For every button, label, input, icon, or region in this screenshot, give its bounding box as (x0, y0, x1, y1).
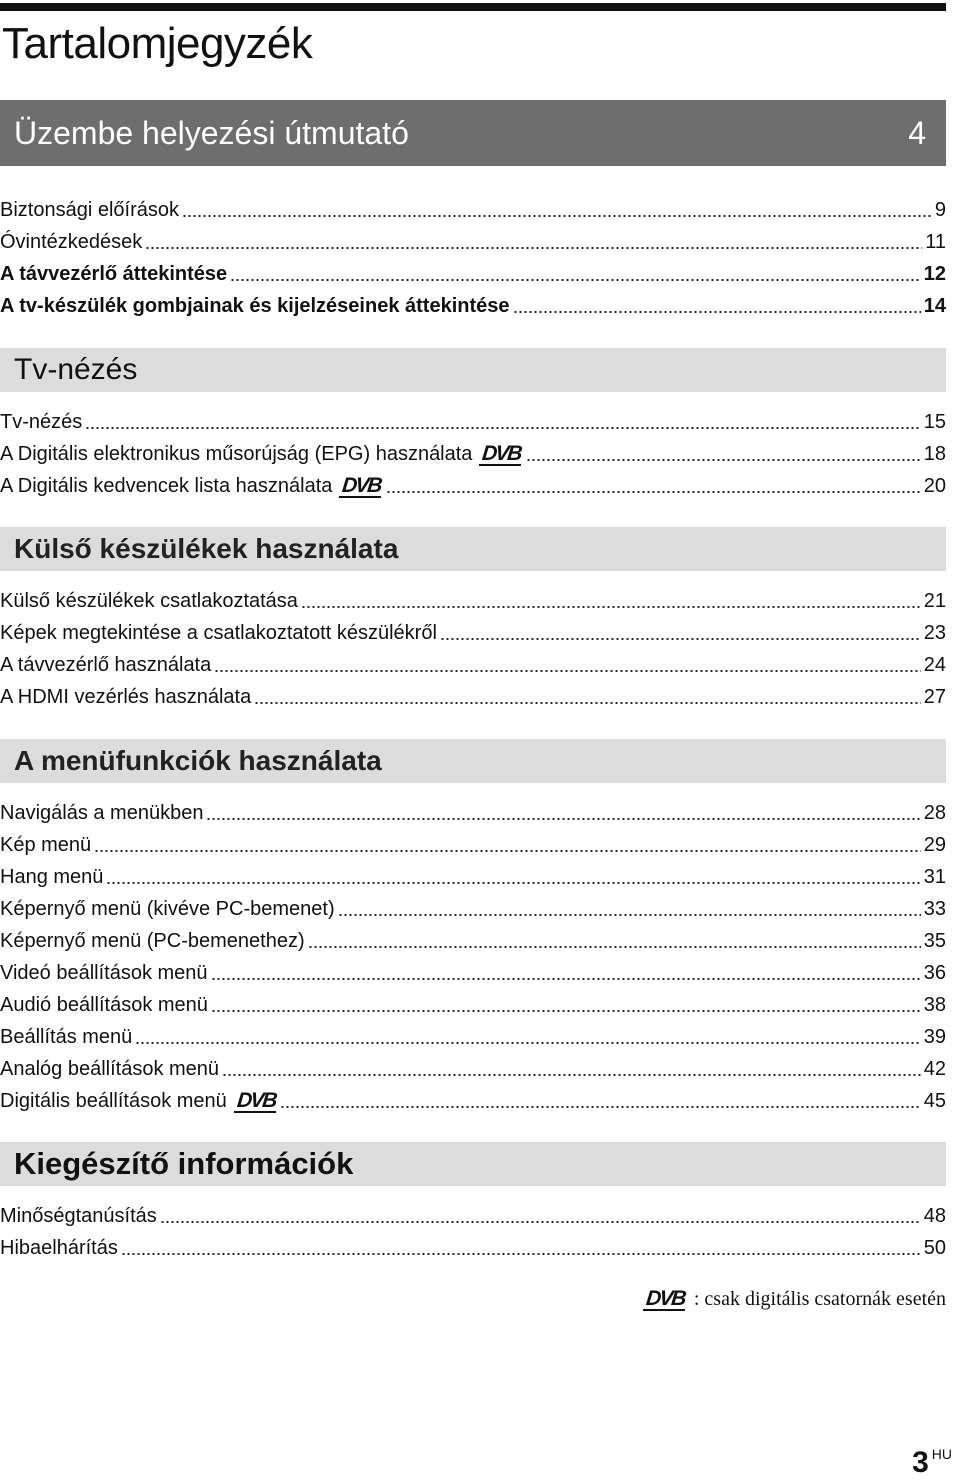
entry-label: Tv-nézés (0, 411, 83, 433)
dvb-logo-icon: DVB (234, 1091, 279, 1113)
section-page[interactable]: 4 (908, 114, 926, 151)
toc-entry-screen-pc[interactable] (0, 927, 946, 953)
leader-dots (338, 914, 921, 916)
leader-dots (214, 670, 921, 672)
toc-entry-navigate[interactable] (0, 799, 946, 825)
dvb-logo-icon: DVB (339, 476, 384, 498)
entry-page: 14 (923, 295, 946, 317)
entry-label: A távvezérlő használata (0, 654, 212, 676)
entry-label: Videó beállítások menü (0, 962, 208, 984)
entry-label: A tv-készülék gombjainak és kijelzéseinek áttekintése (0, 295, 510, 317)
entry-page: 15 (923, 411, 946, 433)
section-title: Tv-nézés (14, 353, 138, 386)
entry-page: 45 (923, 1090, 946, 1112)
leader-dots (106, 882, 920, 884)
toc-entry-screen[interactable] (0, 895, 946, 921)
toc-entry-digital[interactable] (0, 1087, 946, 1113)
entry-label: Képek megtekintése a csatlakoztatott készülékről (0, 622, 437, 644)
toc-entry-troubleshoot[interactable] (0, 1234, 946, 1260)
leader-dots (254, 702, 921, 704)
section-title: Üzembe helyezési útmutató (14, 114, 409, 151)
entry-page: 35 (923, 930, 946, 952)
toc-entry-tv-watching[interactable] (0, 408, 946, 434)
entry-label: Analóg beállítások menü (0, 1058, 220, 1080)
leader-dots (211, 1010, 921, 1012)
toc-entry-remote-use[interactable] (0, 651, 946, 677)
leader-dots (145, 247, 922, 249)
section-header-setup (0, 100, 946, 166)
leader-dots (222, 1074, 921, 1076)
toc-entry-connect[interactable] (0, 587, 946, 613)
toc-entry-safety[interactable] (0, 196, 946, 222)
entry-page: 42 (923, 1058, 946, 1080)
entry-page: 39 (923, 1026, 946, 1048)
leader-dots (94, 850, 921, 852)
leader-dots (308, 946, 921, 948)
entry-page: 31 (923, 866, 946, 888)
leader-dots (160, 1221, 921, 1223)
entry-label: A Digitális elektronikus műsorújság (EPG) használata (0, 443, 473, 465)
entry-label: A HDMI vezérlés használata (0, 686, 252, 708)
toc-entry-favourites[interactable] (0, 472, 946, 498)
entry-page: 36 (923, 962, 946, 984)
toc-entry-sound[interactable] (0, 863, 946, 889)
dvb-logo-icon: DVB (479, 444, 524, 466)
entry-page: 50 (923, 1237, 946, 1259)
leader-dots (85, 427, 921, 429)
entry-page: 27 (923, 686, 946, 708)
entry-page: 28 (923, 802, 946, 824)
entry-page: 9 (934, 199, 946, 221)
leader-dots (513, 311, 921, 313)
toc-entry-audio-settings[interactable] (0, 991, 946, 1017)
leader-dots (182, 215, 932, 217)
leader-dots (211, 978, 921, 980)
entry-label: A távvezérlő áttekintése (0, 263, 228, 285)
toc-entry-quality[interactable] (0, 1202, 946, 1228)
section-header-external (0, 527, 946, 571)
entry-label: Minőségtanúsítás (0, 1205, 157, 1227)
toc-entry-analog[interactable] (0, 1055, 946, 1081)
entry-label: Digitális beállítások menü (0, 1090, 227, 1112)
entry-page: 29 (923, 834, 946, 856)
entry-page: 11 (925, 231, 946, 253)
page-number (912, 1446, 952, 1480)
toc-entry-view-connected[interactable] (0, 619, 946, 645)
section-header-extra (0, 1142, 946, 1186)
page-number-value: 3 (912, 1446, 929, 1479)
toc-entry-hdmi[interactable] (0, 683, 946, 709)
entry-page: 48 (923, 1205, 946, 1227)
leader-dots (206, 818, 920, 820)
dvb-logo-icon: DVB (642, 1289, 687, 1311)
language-code: HU (931, 1446, 952, 1462)
entry-page: 21 (923, 590, 946, 612)
leader-dots (440, 638, 921, 640)
toc-entry-buttons-overview[interactable] (0, 292, 946, 318)
entry-label: Navigálás a menükben (0, 802, 204, 824)
legend-text: : csak digitális csatornák esetén (693, 1288, 946, 1310)
entry-label: Hibaelhárítás (0, 1237, 118, 1259)
entry-label: Biztonsági előírások (0, 199, 179, 221)
section-header-tv (0, 348, 946, 392)
page-title: Tartalomjegyzék (2, 19, 313, 68)
leader-dots (301, 606, 921, 608)
leader-dots (121, 1253, 921, 1255)
entry-label: Audió beállítások menü (0, 994, 208, 1016)
entry-page: 20 (923, 475, 946, 497)
leader-dots (386, 491, 921, 493)
leader-dots (230, 279, 921, 281)
entry-page: 33 (923, 898, 946, 920)
toc-entry-picture[interactable] (0, 831, 946, 857)
section-title: A menüfunkciók használata (14, 745, 382, 776)
entry-page: 24 (923, 654, 946, 676)
toc-entry-precautions[interactable] (0, 228, 946, 254)
entry-label: Külső készülékek csatlakoztatása (0, 590, 298, 612)
toc-entry-epg[interactable] (0, 440, 946, 466)
leader-dots (135, 1042, 920, 1044)
entry-label: Képernyő menü (kivéve PC-bemenet) (0, 898, 335, 920)
section-header-menu (0, 739, 946, 783)
leader-dots (280, 1106, 921, 1108)
entry-label: Képernyő menü (PC-bemenethez) (0, 930, 305, 952)
entry-label: A Digitális kedvencek lista használata (0, 475, 333, 497)
section-title: Kiegészítő információk (14, 1146, 354, 1181)
toc-entry-remote-overview[interactable] (0, 260, 946, 286)
leader-dots (526, 459, 921, 461)
entry-page: 23 (923, 622, 946, 644)
entry-label: Kép menü (0, 834, 92, 856)
entry-label: Hang menü (0, 866, 104, 888)
entry-page: 12 (923, 263, 946, 285)
dvb-legend (644, 1288, 946, 1311)
entry-label: Beállítás menü (0, 1026, 133, 1048)
entry-page: 38 (923, 994, 946, 1016)
toc-entry-video-settings[interactable] (0, 959, 946, 985)
entry-label: Óvintézkedések (0, 231, 143, 253)
section-title: Külső készülékek használata (14, 533, 399, 564)
toc-entry-setup-menu[interactable] (0, 1023, 946, 1049)
entry-page: 18 (923, 443, 946, 465)
top-rule (0, 3, 946, 11)
